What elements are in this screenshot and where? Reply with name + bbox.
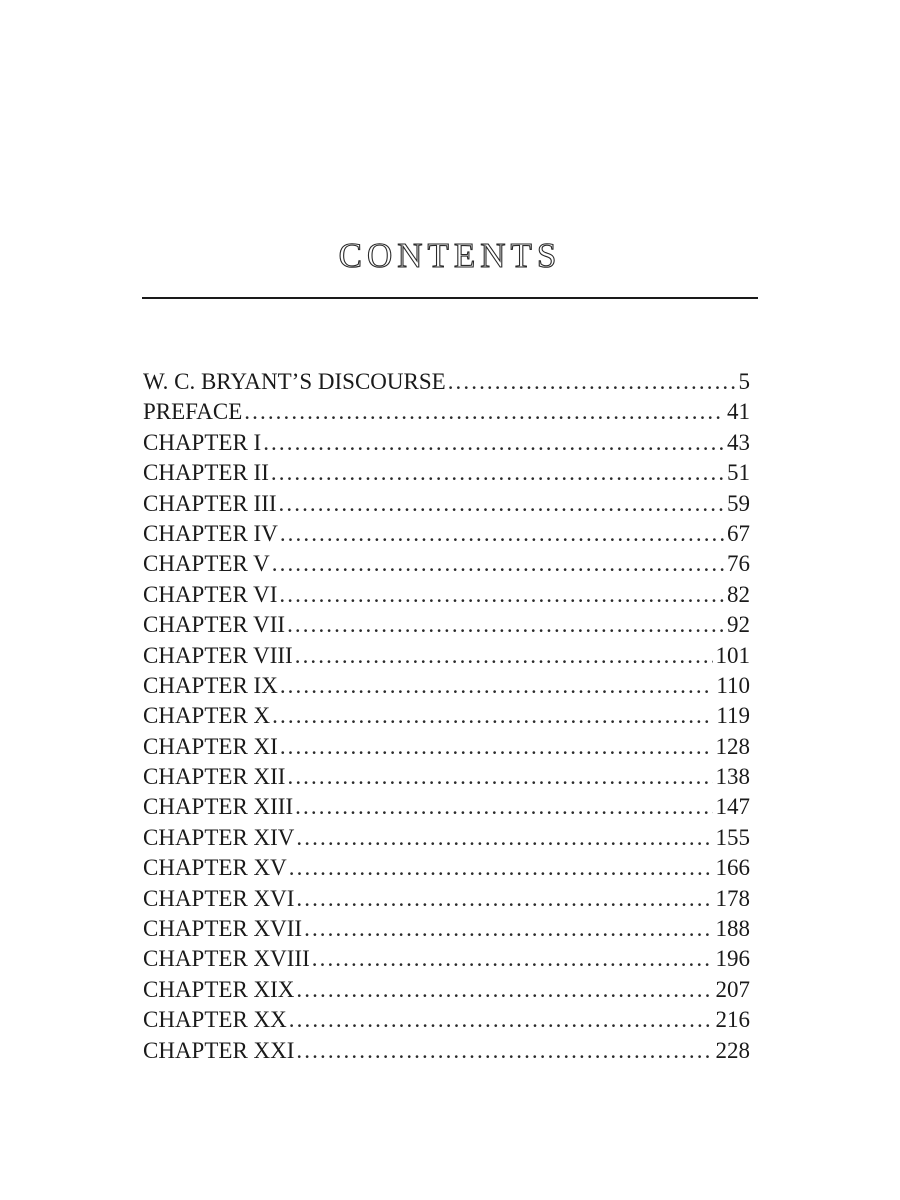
dot-leader — [263, 428, 724, 458]
toc-entry[interactable] — [143, 610, 750, 640]
toc-entry[interactable] — [143, 944, 750, 974]
dot-leader — [312, 944, 713, 974]
toc-entry[interactable] — [143, 732, 750, 762]
dot-leader — [304, 914, 712, 944]
toc-entry-label: CHAPTER V — [143, 551, 270, 577]
toc-entry-page: 147 — [715, 794, 750, 820]
toc-entry-label: CHAPTER XVII — [143, 916, 303, 942]
toc-entry-label: CHAPTER VII — [143, 612, 286, 638]
page-title: CONTENTS — [338, 236, 562, 275]
toc-entry-label: CHAPTER III — [143, 490, 277, 516]
toc-entry-label: CHAPTER VI — [143, 581, 278, 607]
dot-leader — [289, 853, 713, 883]
toc-entry-page: 188 — [715, 916, 750, 942]
toc-entry-label: CHAPTER XI — [143, 733, 278, 759]
toc-entry-label: CHAPTER X — [143, 703, 271, 729]
toc-entry-label: CHAPTER XX — [143, 1007, 287, 1033]
toc-entry-page: 43 — [727, 429, 750, 455]
toc-entry-label: CHAPTER XIV — [143, 824, 295, 850]
toc-entry-page: 166 — [715, 855, 750, 881]
toc-entry-label: CHAPTER XVIII — [143, 946, 310, 972]
toc-entry-page: 196 — [715, 946, 750, 972]
toc-entry[interactable] — [143, 884, 750, 914]
dot-leader — [271, 458, 724, 488]
toc-entry[interactable] — [143, 975, 750, 1005]
dot-leader — [295, 641, 713, 671]
dot-leader — [280, 732, 713, 762]
toc-entry[interactable] — [143, 580, 750, 610]
toc-entry[interactable] — [143, 762, 750, 792]
toc-entry-label: PREFACE — [143, 399, 243, 425]
dot-leader — [296, 975, 712, 1005]
dot-leader — [280, 519, 724, 549]
toc-entry-label: CHAPTER XVI — [143, 885, 295, 911]
toc-entry[interactable] — [143, 428, 750, 458]
toc-entry-page: 41 — [727, 399, 750, 425]
toc-entry[interactable] — [143, 641, 750, 671]
toc-entry[interactable] — [143, 397, 750, 427]
dot-leader — [296, 1036, 712, 1066]
toc-entry[interactable] — [143, 671, 750, 701]
dot-leader — [279, 489, 724, 519]
toc-entry[interactable] — [143, 458, 750, 488]
toc-entry[interactable] — [143, 367, 750, 397]
toc-entry-label: CHAPTER IV — [143, 520, 278, 546]
toc-entry-page: 138 — [715, 764, 750, 790]
toc-entry-label: CHAPTER VIII — [143, 642, 293, 668]
dot-leader — [287, 610, 724, 640]
dot-leader — [279, 580, 724, 610]
toc-entry-page: 51 — [727, 460, 750, 486]
toc-entry-label: CHAPTER XIX — [143, 976, 295, 1002]
toc-entry-label: CHAPTER II — [143, 460, 269, 486]
toc-entry-page: 76 — [727, 551, 750, 577]
title-divider — [142, 297, 758, 299]
toc-entry[interactable] — [143, 549, 750, 579]
dot-leader — [289, 1005, 713, 1035]
toc-entry-page: 207 — [715, 976, 750, 1002]
toc-entry-page: 128 — [715, 733, 750, 759]
toc-entry-page: 228 — [715, 1037, 750, 1063]
toc-entry-page: 110 — [716, 672, 750, 698]
toc-entry[interactable] — [143, 1005, 750, 1035]
toc-entry-page: 155 — [715, 824, 750, 850]
toc-entry-page: 216 — [715, 1007, 750, 1033]
toc-entry[interactable] — [143, 1036, 750, 1066]
dot-leader — [287, 762, 712, 792]
toc-entry-label: CHAPTER XII — [143, 764, 286, 790]
toc-entry-label: CHAPTER IX — [143, 672, 278, 698]
table-of-contents — [143, 367, 750, 1066]
dot-leader — [296, 884, 712, 914]
toc-entry-page: 59 — [727, 490, 750, 516]
dot-leader — [244, 397, 724, 427]
dot-leader — [272, 701, 713, 731]
toc-entry-label: CHAPTER XXI — [143, 1037, 295, 1063]
toc-entry-page: 82 — [727, 581, 750, 607]
dot-leader — [448, 367, 736, 397]
dot-leader — [280, 671, 714, 701]
dot-leader — [272, 549, 724, 579]
toc-entry-page: 101 — [715, 642, 750, 668]
toc-entry[interactable] — [143, 489, 750, 519]
toc-entry-page: 178 — [715, 885, 750, 911]
toc-entry-page: 92 — [727, 612, 750, 638]
toc-entry-label: W. C. BRYANT’S DISCOURSE — [143, 369, 446, 394]
toc-entry[interactable] — [143, 914, 750, 944]
toc-entry[interactable] — [143, 701, 750, 731]
toc-entry-page: 5 — [738, 369, 750, 394]
toc-entry[interactable] — [143, 823, 750, 853]
toc-entry[interactable] — [143, 853, 750, 883]
toc-entry[interactable] — [143, 519, 750, 549]
dot-leader — [295, 792, 712, 822]
toc-entry-label: CHAPTER XV — [143, 855, 287, 881]
toc-entry-label: CHAPTER I — [143, 429, 262, 455]
dot-leader — [296, 823, 712, 853]
toc-entry[interactable] — [143, 792, 750, 822]
toc-entry-label: CHAPTER XIII — [143, 794, 294, 820]
toc-entry-page: 67 — [727, 520, 750, 546]
toc-entry-page: 119 — [716, 703, 750, 729]
